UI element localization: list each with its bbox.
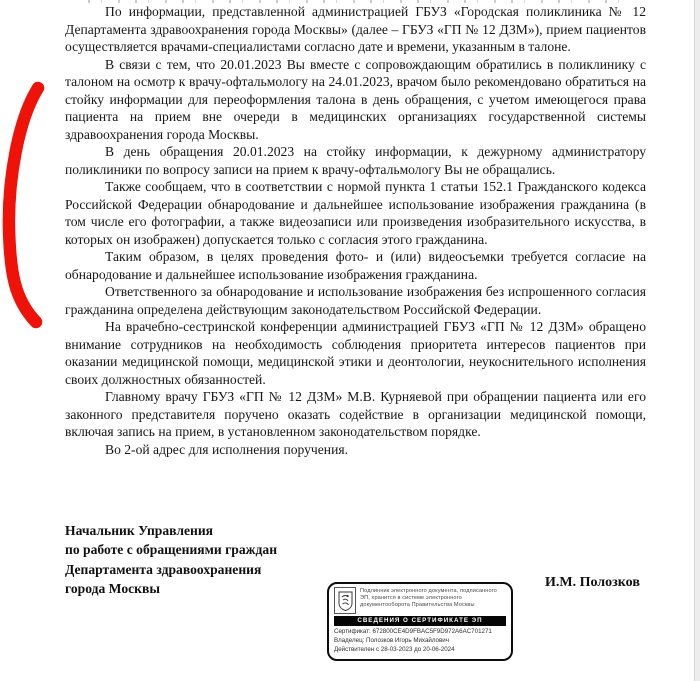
paragraph: В связи с тем, что 20.01.2023 Вы вместе с сопровождающим обратились в поликлинику с талоном на осмотр к врачу-офтальмологу на 24.01.2023, врачом было рекомендовано обратиться на стойку информации для переоформления талона в день обращения, с учетом имеющегося права пациента на прием вне очереди в медицинских организациях государственной системы здравоохранения города Москвы. — [65, 56, 646, 142]
signature-line: города Москвы — [65, 581, 160, 597]
moscow-coat-of-arms-icon — [334, 587, 356, 614]
letter-body — [65, 3, 646, 458]
signer-name: И.М. Полозков — [545, 575, 640, 590]
paragraph: Главному врачу ГБУЗ «ГП № 12 ДЗМ» М.В. Курняевой при обращении пациента или его законного представителя поручено оказать содействие в организации медицинской помощи, включая запись на прием, в установленном законодательством порядке. — [65, 389, 646, 439]
paragraph: В день обращения 20.01.2023 на стойку информации, к дежурному администратору поликлиники по вопросу записи на прием к врачу-офтальмологу Вы не обращались. — [65, 144, 646, 177]
page-edge-strip — [694, 0, 700, 681]
stamp-owner: Владелец: Полозков Игорь Михайлович — [334, 636, 449, 644]
signature-position-block — [65, 521, 365, 599]
stamp-validity: Действителен с 28-03-2023 до 20-06-2024 — [334, 645, 455, 653]
paragraph: На врачебно-сестринской конференции администрацией ГБУЗ «ГП № 12 ДЗМ» обращено внимание сотрудников на необходимость соблюдения приоритета интересов пациентов при оказании медицинской помощи, медицинской этики и деонтологии, неукоснительного исполнения своих должностных обязанностей. — [65, 319, 646, 387]
stamp-certificate-header: СВЕДЕНИЯ О СЕРТИФИКАТЕ ЭП — [334, 616, 506, 626]
paragraph: Во 2-ой адрес для исполнения поручения. — [105, 441, 349, 457]
paragraph: По информации, представленной администрацией ГБУЗ «Городская поликлиника № 12 Департамента здравоохранения города Москвы» (далее – ГБУЗ «ГП № 12 ДЗМ»), прием пациентов осуществляется врачами-специалистами согласно дате и времени, указанным в талоне. — [65, 4, 646, 54]
paragraph: Таким образом, в целях проведения фото- и (или) видеосъемки требуется согласие на обнародование и дальнейшее использование изображения гражданина. — [65, 249, 646, 282]
red-pen-annotation — [0, 76, 64, 332]
red-pen-stroke — [9, 88, 38, 322]
signature-line: Департамента здравоохранения — [65, 561, 262, 577]
electronic-signature-stamp — [327, 582, 513, 661]
paragraph: Ответственного за обнародование и использование изображения без испрошенного согласия гражданина определена действующим законодательством Российской Федерации. — [65, 284, 646, 317]
paragraph: Также сообщаем, что в соответствии с нормой пункта 1 статьи 152.1 Гражданского кодекса Российской Федерации обнародование и дальнейшее использование изображения гражданина (в том числе его фотографии, а также видеозаписи или произведения изобразительного искусства, в которых он изображен) допускается только с согласия этого гражданина. — [65, 179, 646, 247]
signature-line: по работе с обращениями граждан — [65, 542, 278, 558]
stamp-certificate-number: Сертификат: 672800CE4D9FBAC5F9D972A6AC701271 — [334, 628, 492, 635]
stamp-origin-text: Подлинник электронного документа, подписанного ЭП, хранится в системе электронного документооборота Правительства Москвы — [360, 588, 497, 608]
signature-line: Начальник Управления — [65, 523, 214, 538]
